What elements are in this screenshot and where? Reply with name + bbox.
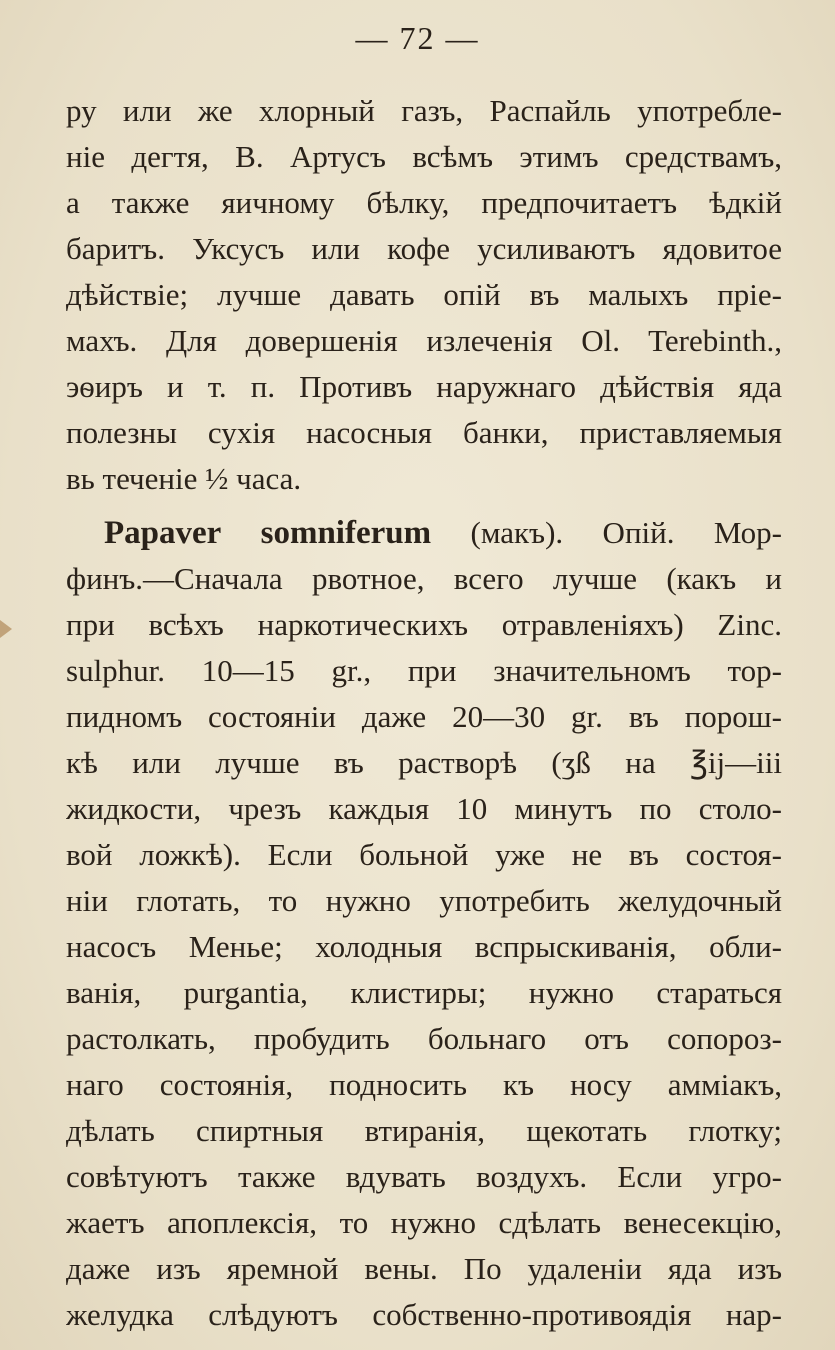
text-line: растолкать, пробудить больнаго отъ сопороз-: [66, 1021, 782, 1056]
text-line: даже изъ яремной вены. По удаленіи яда изъ: [66, 1251, 782, 1286]
entry-heading-line: [104, 510, 782, 556]
text-line: насосъ Менье; холодныя вспрыскиванія, обли-: [66, 929, 782, 964]
text-line: при всѣхъ наркотическихъ отравленіяхъ) Zinc.: [66, 607, 782, 642]
text-line: эѳиръ и т. п. Противъ наружнаго дѣйствія яда: [66, 369, 782, 404]
text-line: кѣ или лучше въ растворѣ (ʒß на ℥ij—iii: [66, 745, 782, 780]
text-line: наго состоянія, подносить къ носу аммiакъ,: [66, 1067, 782, 1102]
text-line: пидномъ состояніи даже 20—30 gr. въ порош-: [66, 699, 782, 734]
text-line: дѣйствіе; лучше давать опій въ малыхъ пріе-: [66, 277, 782, 312]
text-line: ванія, purgantia, клистиры; нужно стараться: [66, 975, 782, 1010]
entry-heading-rest: (макъ). Опій. Мор-: [470, 515, 782, 550]
text-line: баритъ. Уксусъ или кофе усиливаютъ ядовитое: [66, 231, 782, 266]
text-line: финъ.—Сначала рвотное, всего лучше (какъ и: [66, 561, 782, 596]
page-edge-mark: [0, 620, 12, 638]
text-line: полезны сухія насосныя банки, приставляемыя: [66, 415, 782, 450]
text-line: вой ложкѣ). Если больной уже не въ состоя-: [66, 837, 782, 872]
text-line: ніи глотать, то нужно употребить желудочный: [66, 883, 782, 918]
text-line: жаетъ апоплексія, то нужно сдѣлать венесекцію,: [66, 1205, 782, 1240]
text-line: дѣлать спиртныя втиранія, щекотать глотку;: [66, 1113, 782, 1148]
text-line: sulphur. 10—15 gr., при значительномъ тор-: [66, 653, 782, 688]
text-line: жидкости, чрезъ каждыя 10 минутъ по столо-: [66, 791, 782, 826]
text-line: желудка слѣдуютъ собственно-противоядія нар-: [66, 1297, 782, 1332]
text-line: ру или же хлорный газъ, Распайль употребле-: [66, 93, 782, 128]
text-line: совѣтуютъ также вдувать воздухъ. Если угро-: [66, 1159, 782, 1194]
text-line: ніе дегтя, В. Артусъ всѣмъ этимъ средствамъ,: [66, 139, 782, 174]
page-number: — 72 —: [355, 20, 480, 56]
text-line: вь теченіе ½ часа.: [66, 461, 302, 496]
text-line: а также яичному бѣлку, предпочитаетъ ѣдкій: [66, 185, 782, 220]
entry-term: Papaver somniferum: [104, 515, 432, 551]
text-line: махъ. Для довершенія излеченія Ol. Terebinth.,: [66, 323, 782, 358]
